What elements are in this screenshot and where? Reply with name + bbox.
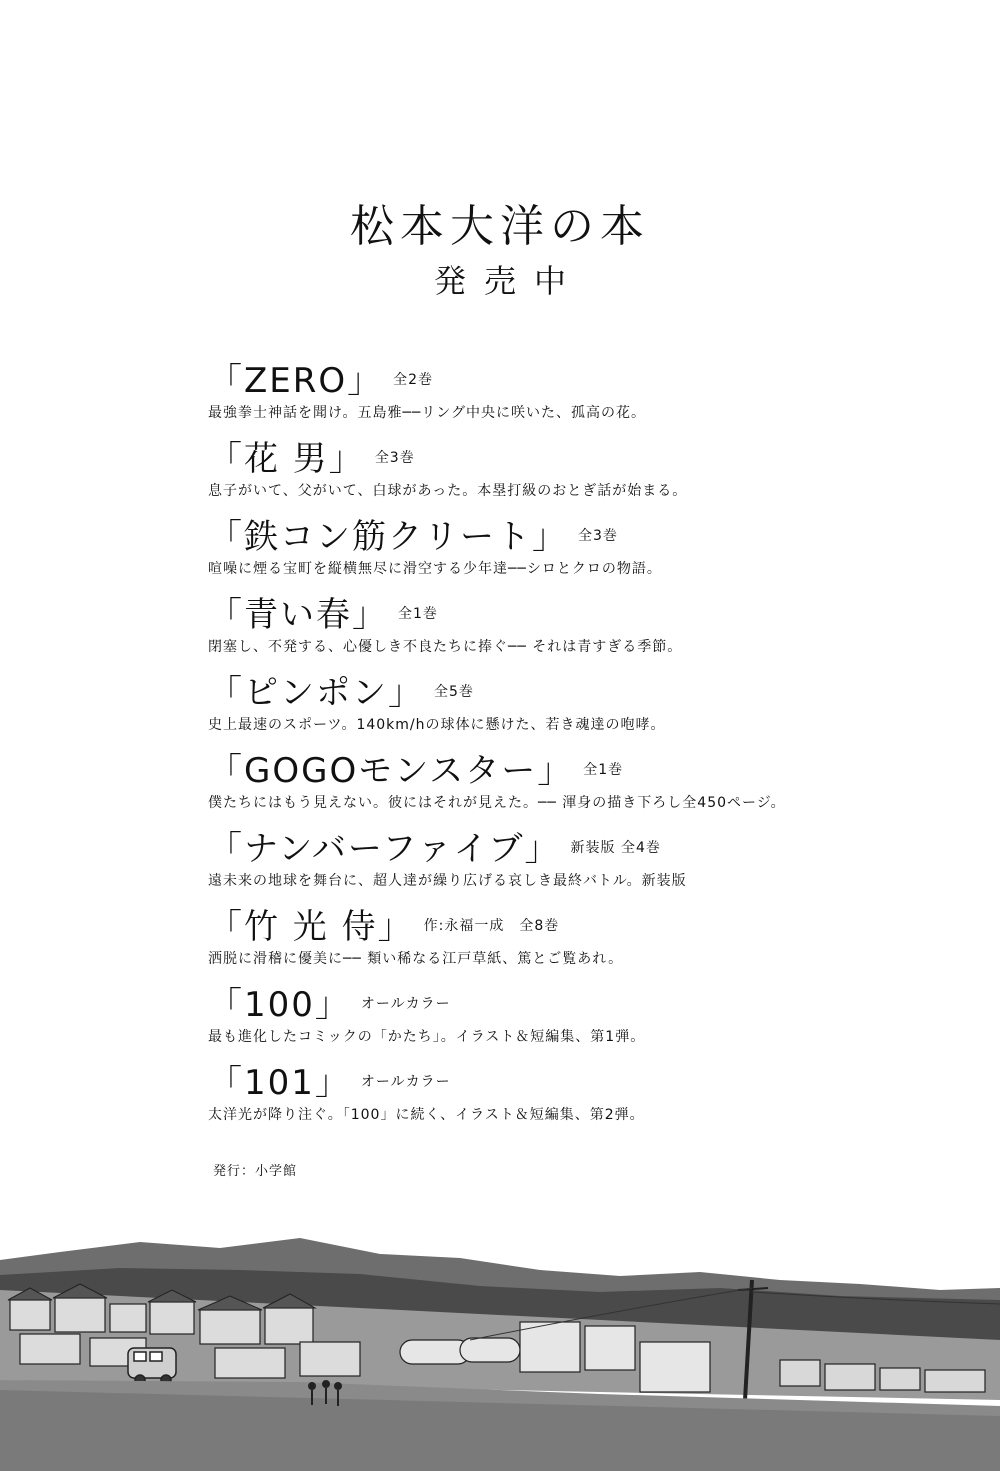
book-description: 息子がいて、父がいて、白球があった。本塁打級のおとぎ話が始まる。 [208, 483, 688, 499]
book-entry [208, 828, 908, 906]
book-title: 「ピンポン」 [208, 673, 424, 713]
publisher-credit: 発行：小学館 [213, 1164, 298, 1179]
book-volumes: 新装版 全4巻 [570, 840, 661, 856]
book-volumes: 全3巻 [578, 528, 618, 544]
book-title: 「101」 [208, 1063, 351, 1103]
book-volumes: 全1巻 [398, 606, 438, 622]
book-entry [208, 1062, 908, 1140]
page-title: 松本大洋の本 [350, 201, 650, 252]
book-title: 「GOGOモンスター」 [208, 751, 574, 791]
book-title: 「ナンバーファイブ」 [208, 829, 561, 869]
book-title: 「竹 光 侍」 [208, 907, 414, 947]
book-volumes: 全5巻 [434, 684, 474, 700]
book-volumes: 全2巻 [393, 372, 434, 388]
book-entry [208, 516, 908, 594]
book-description: 洒脱に滑稽に優美に── 類い稀なる江戸草紙、篤とご覧あれ。 [208, 951, 624, 967]
book-description: 史上最速のスポーツ。140km/hの球体に懸けた、若き魂達の咆哮。 [208, 717, 666, 733]
book-entry [208, 672, 908, 750]
book-title: 「鉄コン筋クリート」 [208, 517, 568, 557]
page-subtitle: 発売中 [433, 262, 584, 300]
book-description: 遠未来の地球を舞台に、超人達が繰り広げる哀しき最終バトル。新装版 [208, 873, 687, 889]
book-description: 最強拳士神話を聞け。五島雅──リング中央に咲いた、孤高の花。 [208, 405, 647, 421]
book-title: 「花 男」 [208, 439, 365, 479]
townscape-illustration [0, 1230, 1000, 1471]
book-volumes: オールカラー [360, 1074, 451, 1090]
book-title: 「ZERO」 [208, 361, 384, 401]
book-volumes: 作:永福一成 全8巻 [423, 918, 560, 934]
book-entry [208, 594, 908, 672]
book-description: 喧噪に煙る宝町を縦横無尽に滑空する少年達──シロとクロの物語。 [208, 561, 662, 577]
book-volumes: 全3巻 [374, 450, 415, 466]
book-entry [208, 360, 908, 438]
book-title: 「100」 [208, 985, 351, 1025]
book-title: 「青い春」 [208, 595, 388, 635]
book-volumes: 全1巻 [583, 762, 624, 778]
book-entry [208, 750, 908, 828]
book-description: 閉塞し、不発する、心優しき不良たちに捧ぐ── それは青すぎる季節。 [208, 639, 683, 655]
book-entry [208, 438, 908, 516]
book-entry [208, 984, 908, 1062]
book-list [208, 360, 908, 1140]
book-volumes: オールカラー [360, 996, 451, 1012]
book-description: 僕たちにはもう見えない。彼にはそれが見えた。── 渾身の描き下ろし全450ページ。 [208, 795, 786, 811]
book-description: 最も進化したコミックの「かたち」。イラスト＆短編集、第1弾。 [208, 1029, 646, 1045]
book-description: 太洋光が降り注ぐ。「100」に続く、イラスト＆短編集、第2弾。 [208, 1107, 645, 1123]
book-entry [208, 906, 908, 984]
